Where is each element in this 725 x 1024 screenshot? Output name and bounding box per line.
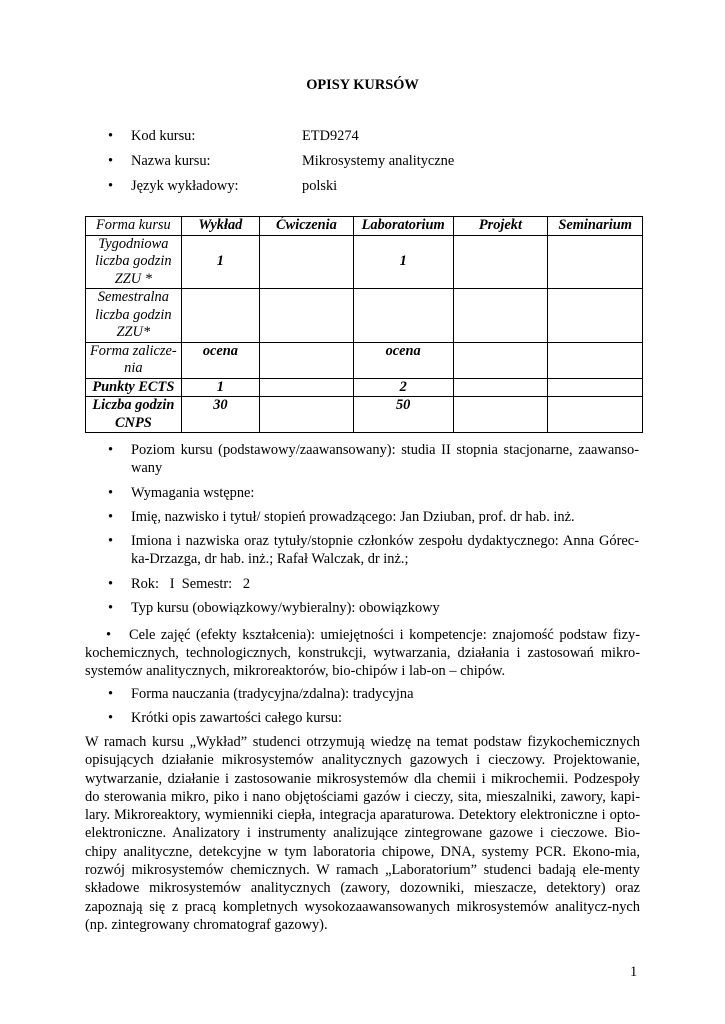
table-cell [453,378,548,397]
table-cell [548,342,643,378]
table-cell: ocena [181,342,259,378]
row-label: Liczba godzin CNPS [86,397,182,433]
table-cell [260,342,354,378]
info-value: polski [302,178,338,194]
table-header-row [86,217,643,236]
header-cell: Laboratorium [353,217,453,236]
table-cell [353,289,453,343]
table-cell: 1 [181,235,259,289]
header-cell: Wykład [181,217,259,236]
bullet-text: Typ kursu (obowiązkowy/wybieralny): obowiązkowy [131,600,440,616]
table-cell: 2 [353,378,453,397]
table-cell: 50 [353,397,453,433]
info-label: Język wykładowy: [131,178,239,194]
bullet-text: Poziom kursu (podstawowy/zaawansowany): studia II stopnia stacjonarne, zaawanso-wany [131,442,639,476]
bullet-icon: • [108,576,114,592]
bullet-icon: • [108,128,114,144]
header-cell: Seminarium [548,217,643,236]
row-label: Semestralna liczba godzin ZZU* [86,289,182,343]
bullet-icon: • [108,710,114,726]
info-value: Mikrosystemy analityczne [302,153,455,169]
table-cell [548,235,643,289]
page-number: 1 [630,964,638,980]
info-row-jezyk [0,178,725,198]
bullet-icon: • [108,485,114,501]
bullet-icon: • [108,600,114,616]
bullet-text: Cele zajęć (efekty kształcenia): umiejętności i kompetencje: znajomość podstaw fizy-kochemicznych, technologicznych, konstrukcji, wytwarzania, działania i zastosowań mikro-systemów analitycznych, mikroreaktorów, bio-chipów i lab-on – chipów. [85,627,640,679]
bullet-icon: • [108,442,114,458]
bullet-icon: • [108,178,114,194]
row-label: Tygodniowa liczba godzin ZZU * [86,235,182,289]
table-cell: 1 [353,235,453,289]
table-cell: 1 [181,378,259,397]
table-cell [260,289,354,343]
table-cell [548,289,643,343]
table-cell [548,397,643,433]
table-cell [453,342,548,378]
table-cell [548,378,643,397]
bullet-text: Rok: I Semestr: 2 [131,576,251,592]
table-row [86,235,643,289]
table-cell [260,397,354,433]
row-label: Punkty ECTS [86,378,182,397]
table-row [86,378,643,397]
info-label: Kod kursu: [131,128,196,144]
bullet-cele [85,626,640,680]
bullet-icon: • [108,533,114,549]
bullet-text: Imię, nazwisko i tytuł/ stopień prowadzącego: Jan Dziuban, prof. dr hab. inż. [131,509,575,525]
table-row [86,342,643,378]
table-cell [453,235,548,289]
bullet-icon: • [108,686,114,702]
bullet-text: Wymagania wstępne: [131,485,255,501]
table-row [86,397,643,433]
info-label: Nazwa kursu: [131,153,211,169]
info-row-kod [0,128,725,148]
header-cell: Projekt [453,217,548,236]
table-row [86,289,643,343]
header-cell: Ćwiczenia [260,217,354,236]
course-table [85,216,643,433]
bullet-icon: • [106,627,112,643]
table-cell [260,378,354,397]
row-label: Forma zalicze-nia [86,342,182,378]
table-cell [453,289,548,343]
table-cell: ocena [353,342,453,378]
table-cell [260,235,354,289]
bullet-text: Forma nauczania (tradycyjna/zdalna): tradycyjna [131,686,414,702]
table-cell [181,289,259,343]
course-description: W ramach kursu „Wykład” studenci otrzymują wiedzę na temat podstaw fizykochemicznych opisujących działanie mikrosystemów analitycznych gazowych i cieczowy. Projektowanie, wytwarzanie, działanie i zastosowanie mikrosystemów dla chemii i mikrochemii. Podzespoły do sterowania mikro, piko i nano objętościami gazów i cieczy, sita, mieszalniki, zawory, kapi-lary. Mikroreaktory, wymienniki ciepła, integracja aparaturowa. Detektory elektroniczne i opto-elektroniczne. Analizatory i instrumenty analizujące zintegrowane gazowe i cieczowe. Bio-chipy analityczne, detekcyjne w tym laboratoria chipowe, DNA, systemy PCR. Ekono-mia, rozwój mikrosystemów chemicznych. W ramach „Laboratorium” studenci badają ele-menty składowe mikrosystemów analitycznych (zawory, dozowniki, mieszacze, detektory) oraz zapoznają się z pracą kompletnych wysokozaawansowanych mikrosystemów analitycz-nych (np. zintegrowany chromatograf gazowy). [85,734,640,933]
info-row-nazwa [0,153,725,173]
header-cell: Forma kursu [86,217,182,236]
table-cell [453,397,548,433]
table-cell: 30 [181,397,259,433]
bullet-text: Krótki opis zawartości całego kursu: [131,710,343,726]
bullet-icon: • [108,509,114,525]
page-title: OPISY KURSÓW [306,77,419,93]
info-value: ETD9274 [302,128,359,144]
bullet-text: Imiona i nazwiska oraz tytuły/stopnie członków zespołu dydaktycznego: Anna Górec-ka-Drzazga, dr hab. inż.; Rafał Walczak, dr inż.; [131,533,639,567]
bullet-icon: • [108,153,114,169]
